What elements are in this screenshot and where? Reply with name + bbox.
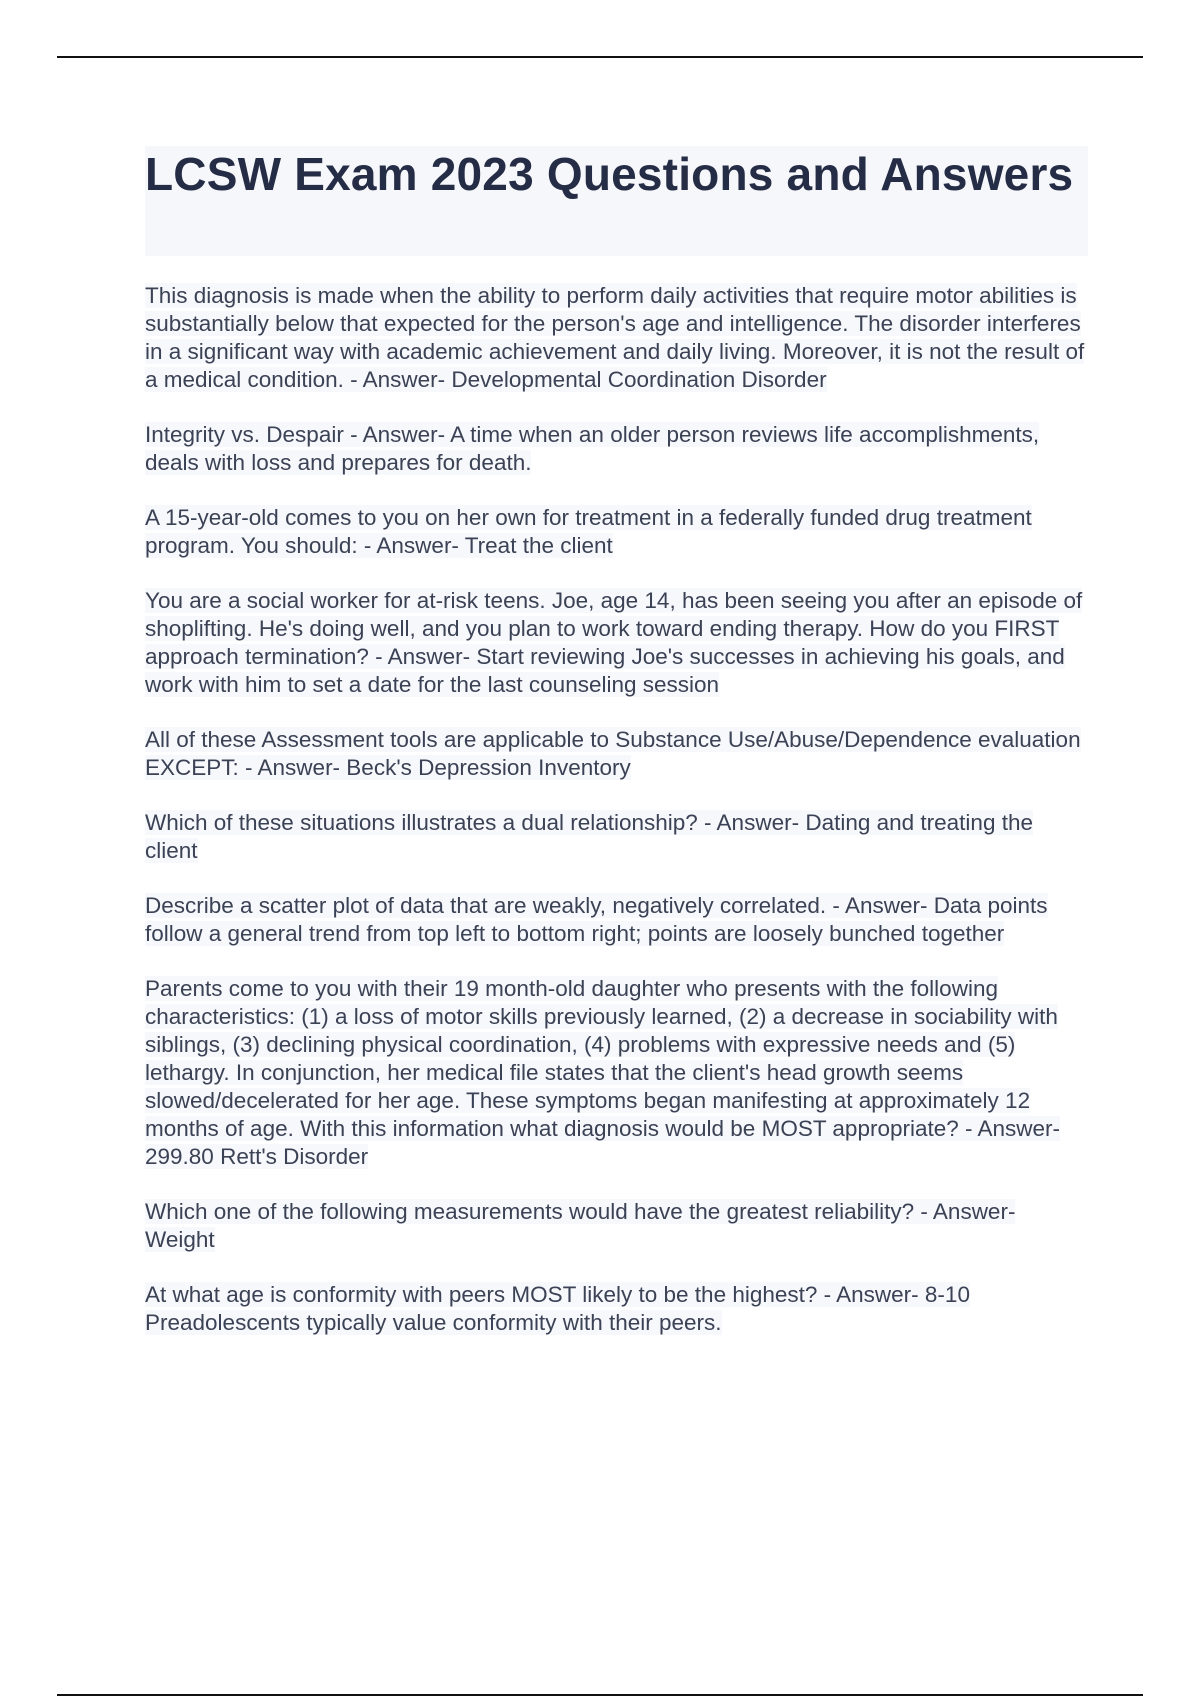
- qa-text: At what age is conformity with peers MOST likely to be the highest? - Answer- 8-10 Preadolescents typically value conformity with their peers.: [145, 1282, 970, 1335]
- qa-text: Which of these situations illustrates a dual relationship? - Answer- Dating and treating the client: [145, 810, 1033, 863]
- qa-text: Which one of the following measurements would have the greatest reliability? - Answer- Weight: [145, 1199, 1016, 1252]
- title-block: [145, 146, 1088, 256]
- document-body: [145, 146, 1088, 1364]
- qa-text: Integrity vs. Despair - Answer- A time when an older person reviews life accomplishments, deals with loss and prepares for death.: [145, 422, 1040, 475]
- footer-rule: [57, 1694, 1143, 1696]
- qa-item: [145, 726, 1088, 782]
- header-rule: [57, 56, 1143, 58]
- qa-text: Describe a scatter plot of data that are weakly, negatively correlated. - Answer- Data points follow a general trend from top left to bottom right; points are loosely bunched together: [145, 893, 1048, 946]
- qa-item: [145, 282, 1088, 394]
- qa-item: [145, 892, 1088, 948]
- qa-item: [145, 421, 1088, 477]
- qa-item: [145, 975, 1088, 1171]
- qa-text: All of these Assessment tools are applicable to Substance Use/Abuse/Dependence evaluation EXCEPT: - Answer- Beck's Depression Inventory: [145, 727, 1081, 780]
- qa-text: You are a social worker for at-risk teens. Joe, age 14, has been seeing you after an episode of shoplifting. He's doing well, and you plan to work toward ending therapy. How do you FIRST approach termination? - Answer- Start reviewing Joe's successes in achieving his goals, and work with him to set a date for the last counseling session: [145, 588, 1083, 697]
- document-title: LCSW Exam 2023 Questions and Answers: [145, 148, 1074, 200]
- qa-text: Parents come to you with their 19 month-old daughter who presents with the following characteristics: (1) a loss of motor skills previously learned, (2) a decrease in sociability with siblings, (3) declining physical coordination, (4) problems with expressive needs and (5) lethargy. In conjunction, her medical file states that the client's head growth seems slowed/decelerated for her age. These symptoms began manifesting at approximately 12 months of age. With this information what diagnosis would be MOST appropriate? - Answer- 299.80 Rett's Disorder: [145, 976, 1061, 1169]
- qa-text: A 15-year-old comes to you on her own for treatment in a federally funded drug treatment program. You should: - Answer- Treat the client: [145, 505, 1032, 558]
- qa-list: [145, 282, 1088, 1337]
- qa-item: [145, 1281, 1088, 1337]
- qa-item: [145, 809, 1088, 865]
- qa-item: [145, 1198, 1088, 1254]
- qa-text: This diagnosis is made when the ability to perform daily activities that require motor abilities is substantially below that expected for the person's age and intelligence. The disorder interferes in a significant way with academic achievement and daily living. Moreover, it is not the result of a medical condition. - Answer- Developmental Coordination Disorder: [145, 283, 1085, 392]
- qa-item: [145, 504, 1088, 560]
- qa-item: [145, 587, 1088, 699]
